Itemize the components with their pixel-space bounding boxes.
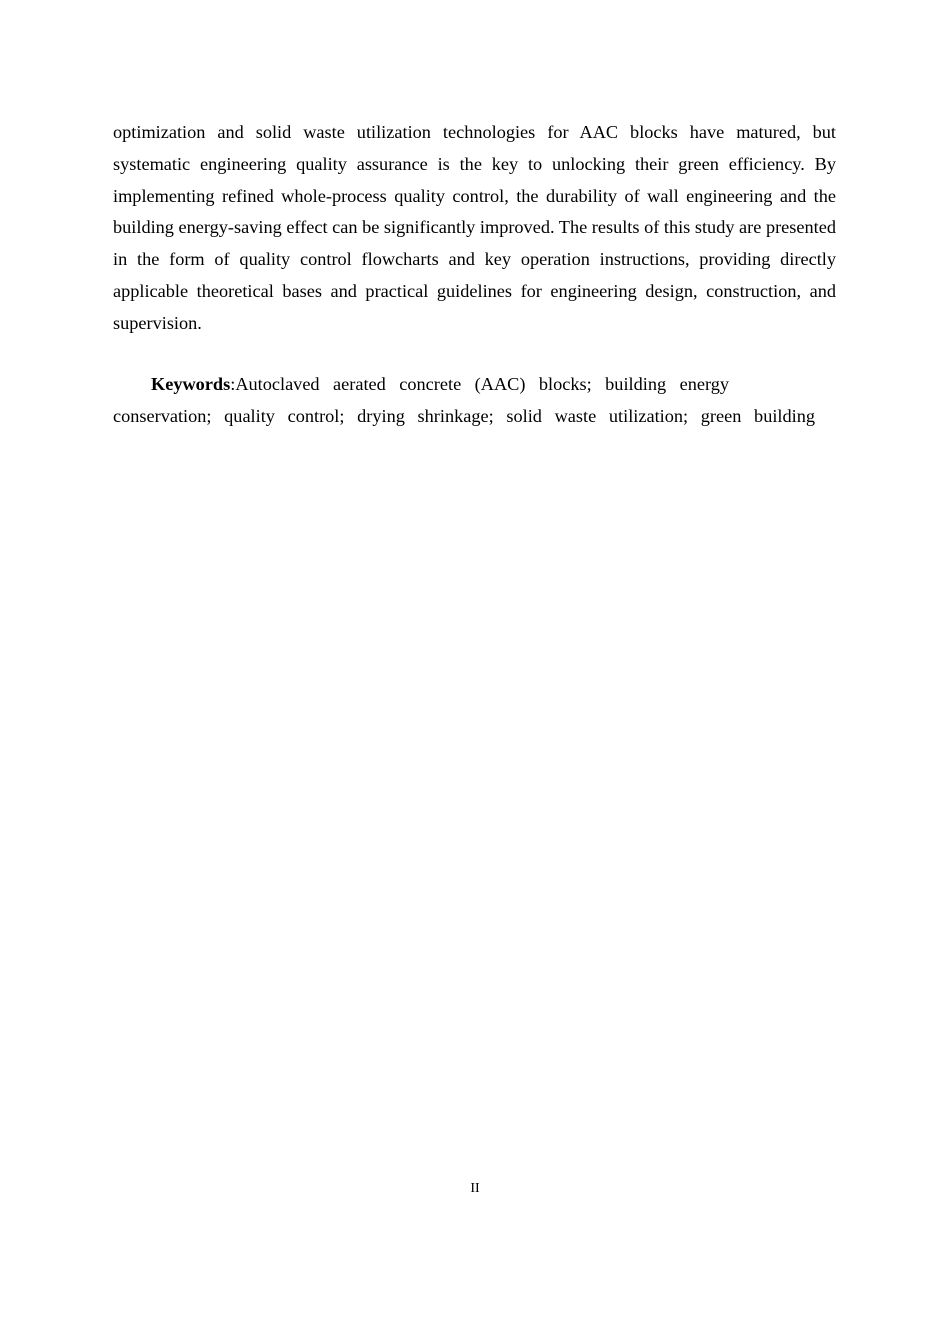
keywords-label: Keywords [151,374,231,394]
keywords-line-2: conservation; quality control; drying shrinkage; solid waste utilization; green building [113,405,815,426]
keywords-text-line-1: Autoclaved aerated concrete (AAC) blocks; building energy [235,374,729,394]
abstract-paragraph: optimization and solid waste utilization technologies for AAC blocks have matured, but systematic engineering quality assurance is the key to unlocking their green efficiency. By implementing refined whole-process quality control, the durability of wall engineering and the building energy-saving effect can be significantly improved. The results of this study are presented in the form of quality control flowcharts and key operation instructions, providing directly applicable theoretical bases and practical guidelines for engineering design, construction, and supervision. [113,122,836,333]
keywords-section [113,369,836,433]
page-number: II [470,1181,480,1196]
keywords-separator: : [230,374,236,394]
keywords-line-1 [113,369,729,401]
